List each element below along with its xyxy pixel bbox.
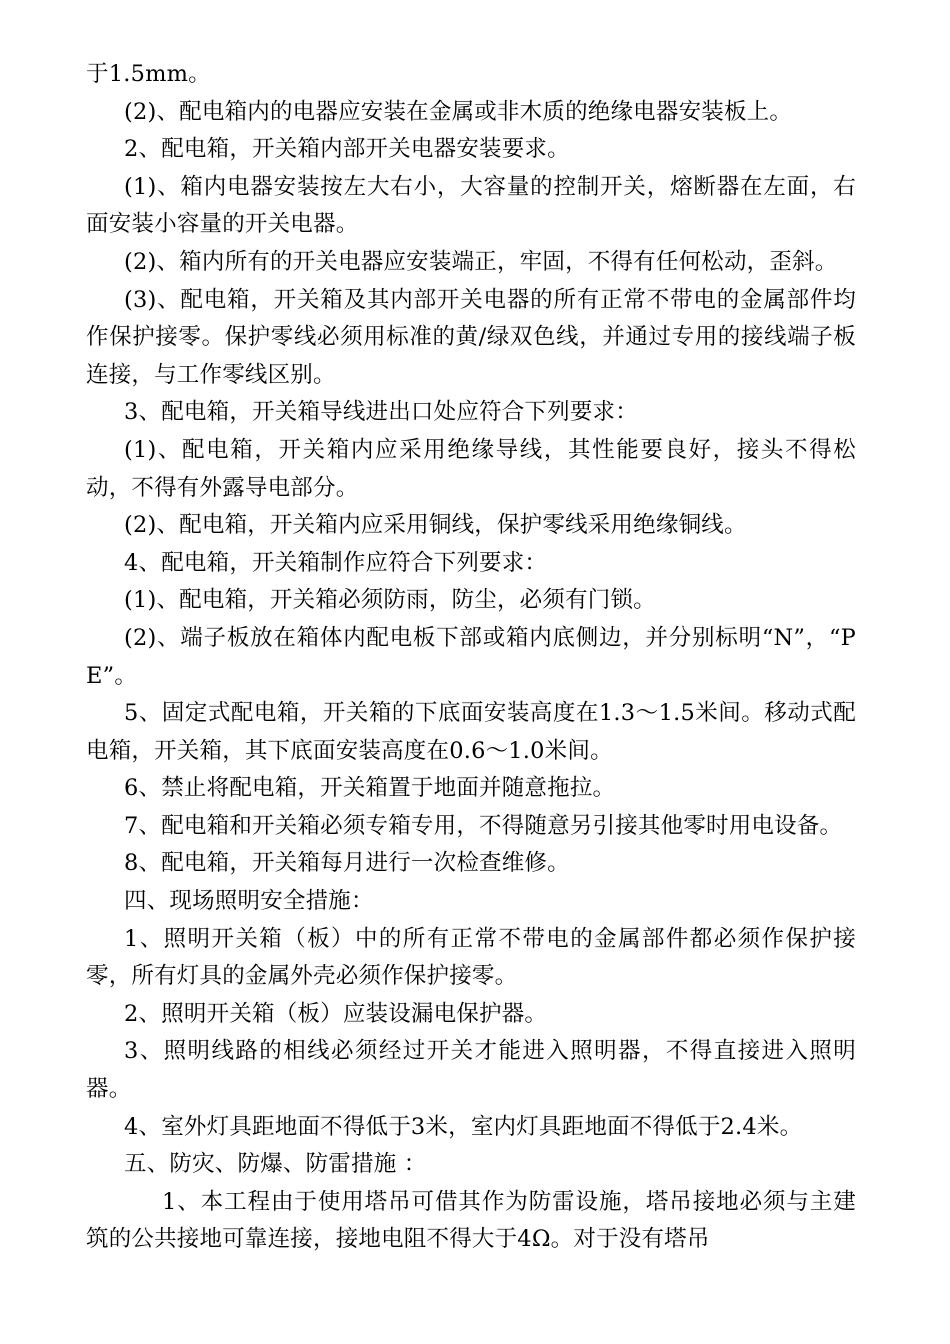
paragraph-item: (2)、配电箱内的电器应安装在金属或非木质的绝缘电器安装板上。 xyxy=(124,98,793,125)
paragraph-item: (2)、端子板放在箱体内配电板下部或箱内底侧边，并分别标明“N”，“PE”。 xyxy=(86,624,856,689)
paragraph-item: 1、本工程由于使用塔吊可借其作为防雷设施，塔吊接地必须与主建筑的公共接地可靠连接，接地电阻不得大于4Ω。对于没有塔吊 xyxy=(86,1188,856,1253)
document-body xyxy=(86,56,856,1259)
paragraph-item: 2、照明开关箱（板）应装设漏电保护器。 xyxy=(124,1000,548,1027)
chapter-heading: 五、防灾、防爆、防雷措施 ： xyxy=(124,1151,427,1178)
paragraph-item: (1)、配电箱，开关箱必须防雨，防尘，必须有门锁。 xyxy=(124,587,656,614)
section-heading: 4、配电箱，开关箱制作应符合下列要求： xyxy=(124,549,548,576)
paragraph-item: (2)、箱内所有的开关电器应安装端正，牢固，不得有任何松动，歪斜。 xyxy=(124,248,838,275)
paragraph-item: (1)、箱内电器安装按左大右小，大容量的控制开关，熔断器在左面，右面安装小容量的开关电器。 xyxy=(86,173,856,238)
paragraph-item: 5、固定式配电箱，开关箱的下底面安装高度在1.3～1.5米间。移动式配电箱，开关箱，其下底面安装高度在0.6～1.0米间。 xyxy=(86,700,856,764)
paragraph-item: (2)、配电箱，开关箱内应采用铜线，保护零线采用绝缘铜线。 xyxy=(124,512,747,539)
paragraph-item: 3、照明线路的相线必须经过开关才能进入照明器，不得直接进入照明器。 xyxy=(86,1038,856,1103)
paragraph-item: 6、禁止将配电箱，开关箱置于地面并随意拖拉。 xyxy=(124,775,616,802)
section-heading: 3、配电箱，开关箱导线进出口处应符合下列要求： xyxy=(124,399,638,426)
paragraph-item: 1、照明开关箱（板）中的所有正常不带电的金属部件都必须作保护接零，所有灯具的金属外壳必须作保护接零。 xyxy=(86,925,856,990)
chapter-heading: 四、现场照明安全措施： xyxy=(124,888,374,915)
paragraph-item: (1)、配电箱，开关箱内应采用绝缘导线，其性能要良好，接头不得松动，不得有外露导电部分。 xyxy=(86,436,856,501)
paragraph-continuation: 于1.5mm。 xyxy=(86,61,211,87)
paragraph-item: (3)、配电箱，开关箱及其内部开关电器的所有正常不带电的金属部件均作保护接零。保护零线必须用标准的黄/绿双色线，并通过专用的接线端子板连接，与工作零线区别。 xyxy=(86,286,856,388)
paragraph-item: 4、室外灯具距地面不得低于3米，室内灯具距地面不得低于2.4米。 xyxy=(124,1113,803,1140)
paragraph-item: 8、配电箱，开关箱每月进行一次检查维修。 xyxy=(124,850,570,877)
paragraph-item: 7、配电箱和开关箱必须专箱专用，不得随意另引接其他零时用电设备。 xyxy=(124,812,843,839)
section-heading: 2、配电箱，开关箱内部开关电器安装要求。 xyxy=(124,136,570,163)
